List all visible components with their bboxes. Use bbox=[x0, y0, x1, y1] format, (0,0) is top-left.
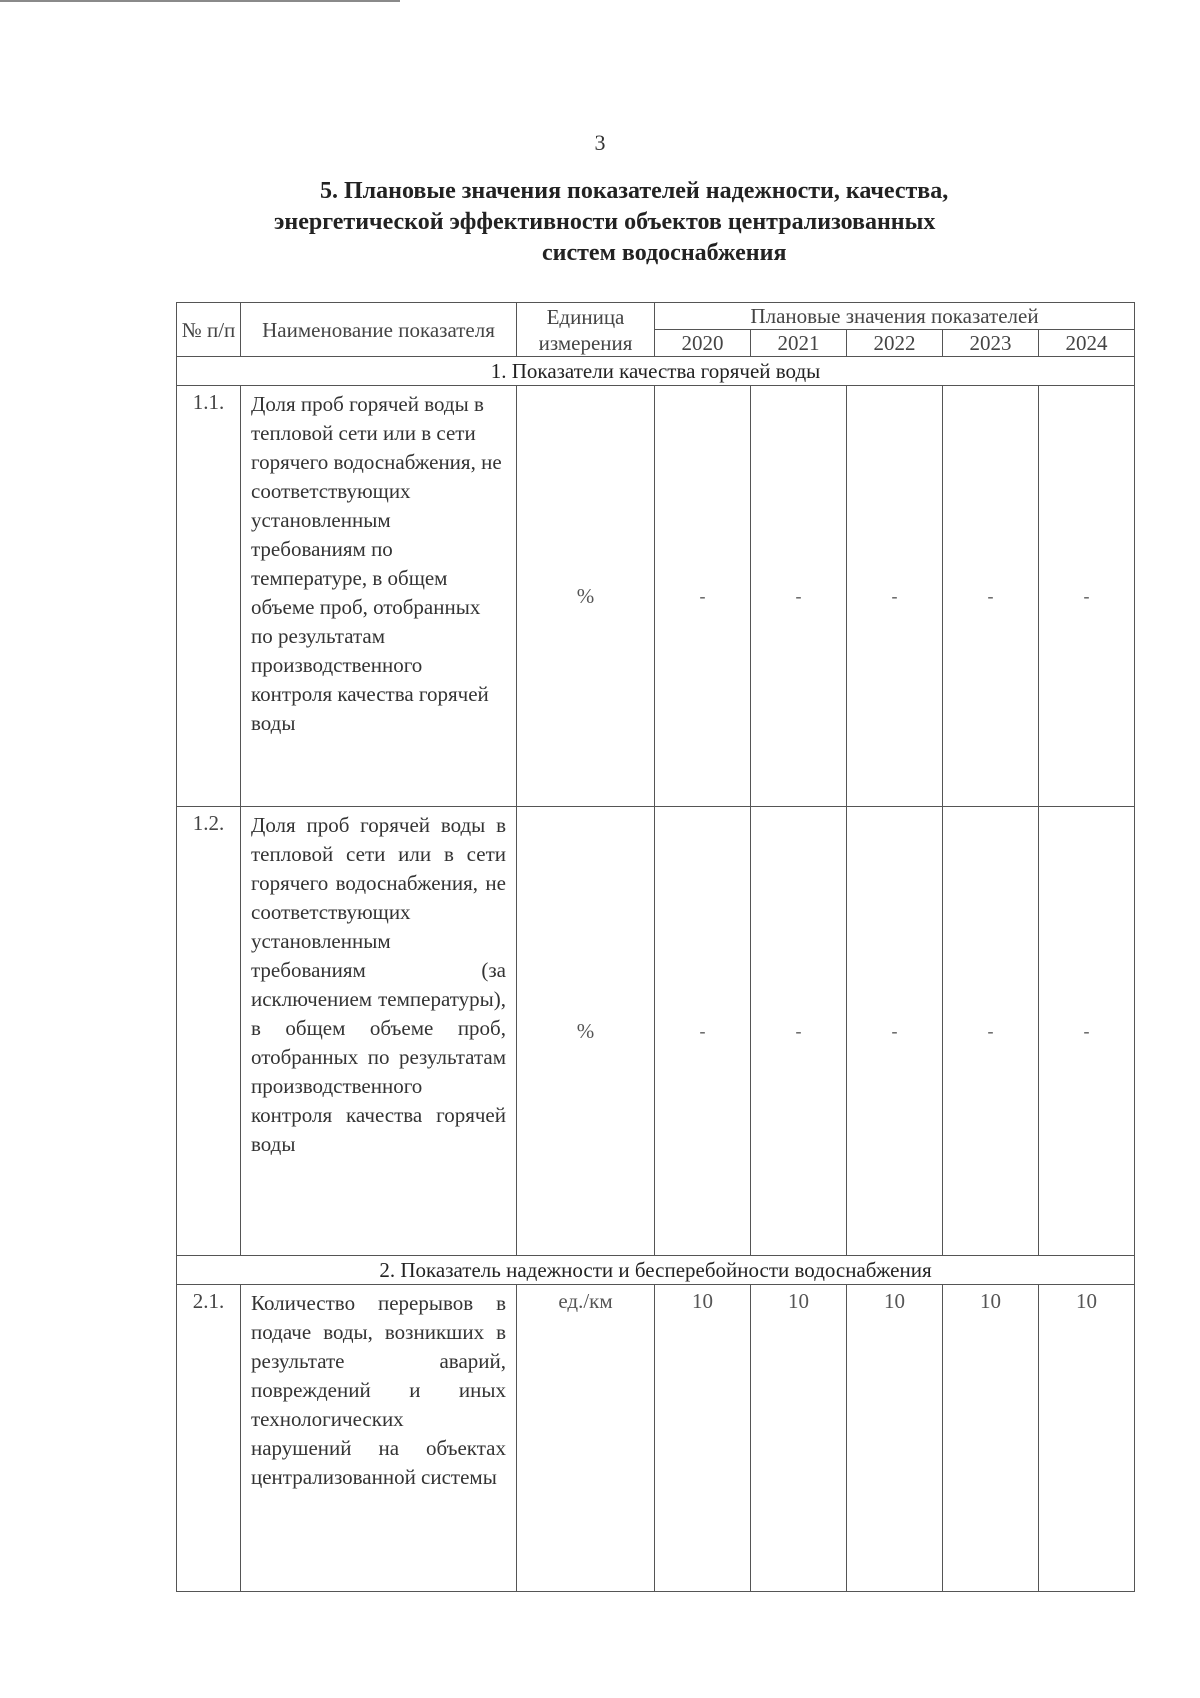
header-year: 2023 bbox=[943, 330, 1039, 357]
value-cell: - bbox=[1039, 386, 1135, 807]
table-row bbox=[177, 386, 1135, 807]
table-header-row bbox=[177, 303, 1135, 330]
section-row bbox=[177, 1256, 1135, 1285]
value-cell: 10 bbox=[751, 1285, 847, 1592]
page-number: 3 bbox=[594, 130, 606, 155]
header-num: № п/п bbox=[177, 303, 241, 357]
title-line-3: систем водоснабжения bbox=[542, 240, 787, 266]
value-cell: 10 bbox=[943, 1285, 1039, 1592]
header-unit: Единица измерения bbox=[517, 303, 655, 357]
section-title: 1. Показатели качества горячей воды bbox=[177, 357, 1135, 386]
title-line-1: 5. Плановые значения показателей надежности, качества, bbox=[320, 178, 949, 204]
row-number: 2.1. bbox=[177, 1285, 241, 1592]
value-cell: - bbox=[1039, 807, 1135, 1256]
header-year: 2024 bbox=[1039, 330, 1135, 357]
header-name: Наименование показателя bbox=[241, 303, 517, 357]
value-cell: - bbox=[943, 386, 1039, 807]
value-cell: 10 bbox=[847, 1285, 943, 1592]
title-line-2: энергетической эффективности объектов централизованных bbox=[274, 209, 936, 235]
value-cell: - bbox=[655, 386, 751, 807]
section-title: 2. Показатель надежности и бесперебойности водоснабжения bbox=[177, 1256, 1135, 1285]
header-year: 2021 bbox=[751, 330, 847, 357]
value-cell: - bbox=[751, 386, 847, 807]
indicators-table bbox=[176, 302, 1135, 1592]
header-planned-values: Плановые значения показателей bbox=[655, 303, 1135, 330]
unit: % bbox=[517, 807, 655, 1256]
table-row bbox=[177, 807, 1135, 1256]
unit: % bbox=[517, 386, 655, 807]
header-year: 2020 bbox=[655, 330, 751, 357]
value-cell: - bbox=[751, 807, 847, 1256]
header-year: 2022 bbox=[847, 330, 943, 357]
indicator-name: Доля проб горячей воды в тепловой сети или в сети горячего водоснабжения, не соответствующих установленным требованиям по температуре, в общем объеме проб, отобранных по результатам производственного контроля качества горячей воды bbox=[241, 386, 517, 807]
value-cell: 10 bbox=[1039, 1285, 1135, 1592]
indicator-name: Количество перерывов в подаче воды, возникших в результате аварий, повреждений и иных технологических нарушений на объектах централизованной системы bbox=[241, 1285, 517, 1592]
indicator-name: Доля проб горячей воды в тепловой сети или в сети горячего водоснабжения, не соответствующих установленным требованиям (за исключением температуры), в общем объеме проб, отобранных по результатам производственного контроля качества горячей воды bbox=[241, 807, 517, 1256]
value-cell: - bbox=[847, 807, 943, 1256]
value-cell: - bbox=[943, 807, 1039, 1256]
unit: ед./км bbox=[517, 1285, 655, 1592]
value-cell: - bbox=[847, 386, 943, 807]
value-cell: - bbox=[655, 807, 751, 1256]
scan-edge-line bbox=[0, 0, 400, 2]
section-row bbox=[177, 357, 1135, 386]
table-row bbox=[177, 1285, 1135, 1592]
value-cell: 10 bbox=[655, 1285, 751, 1592]
row-number: 1.1. bbox=[177, 386, 241, 807]
page-title bbox=[250, 176, 1070, 269]
row-number: 1.2. bbox=[177, 807, 241, 1256]
